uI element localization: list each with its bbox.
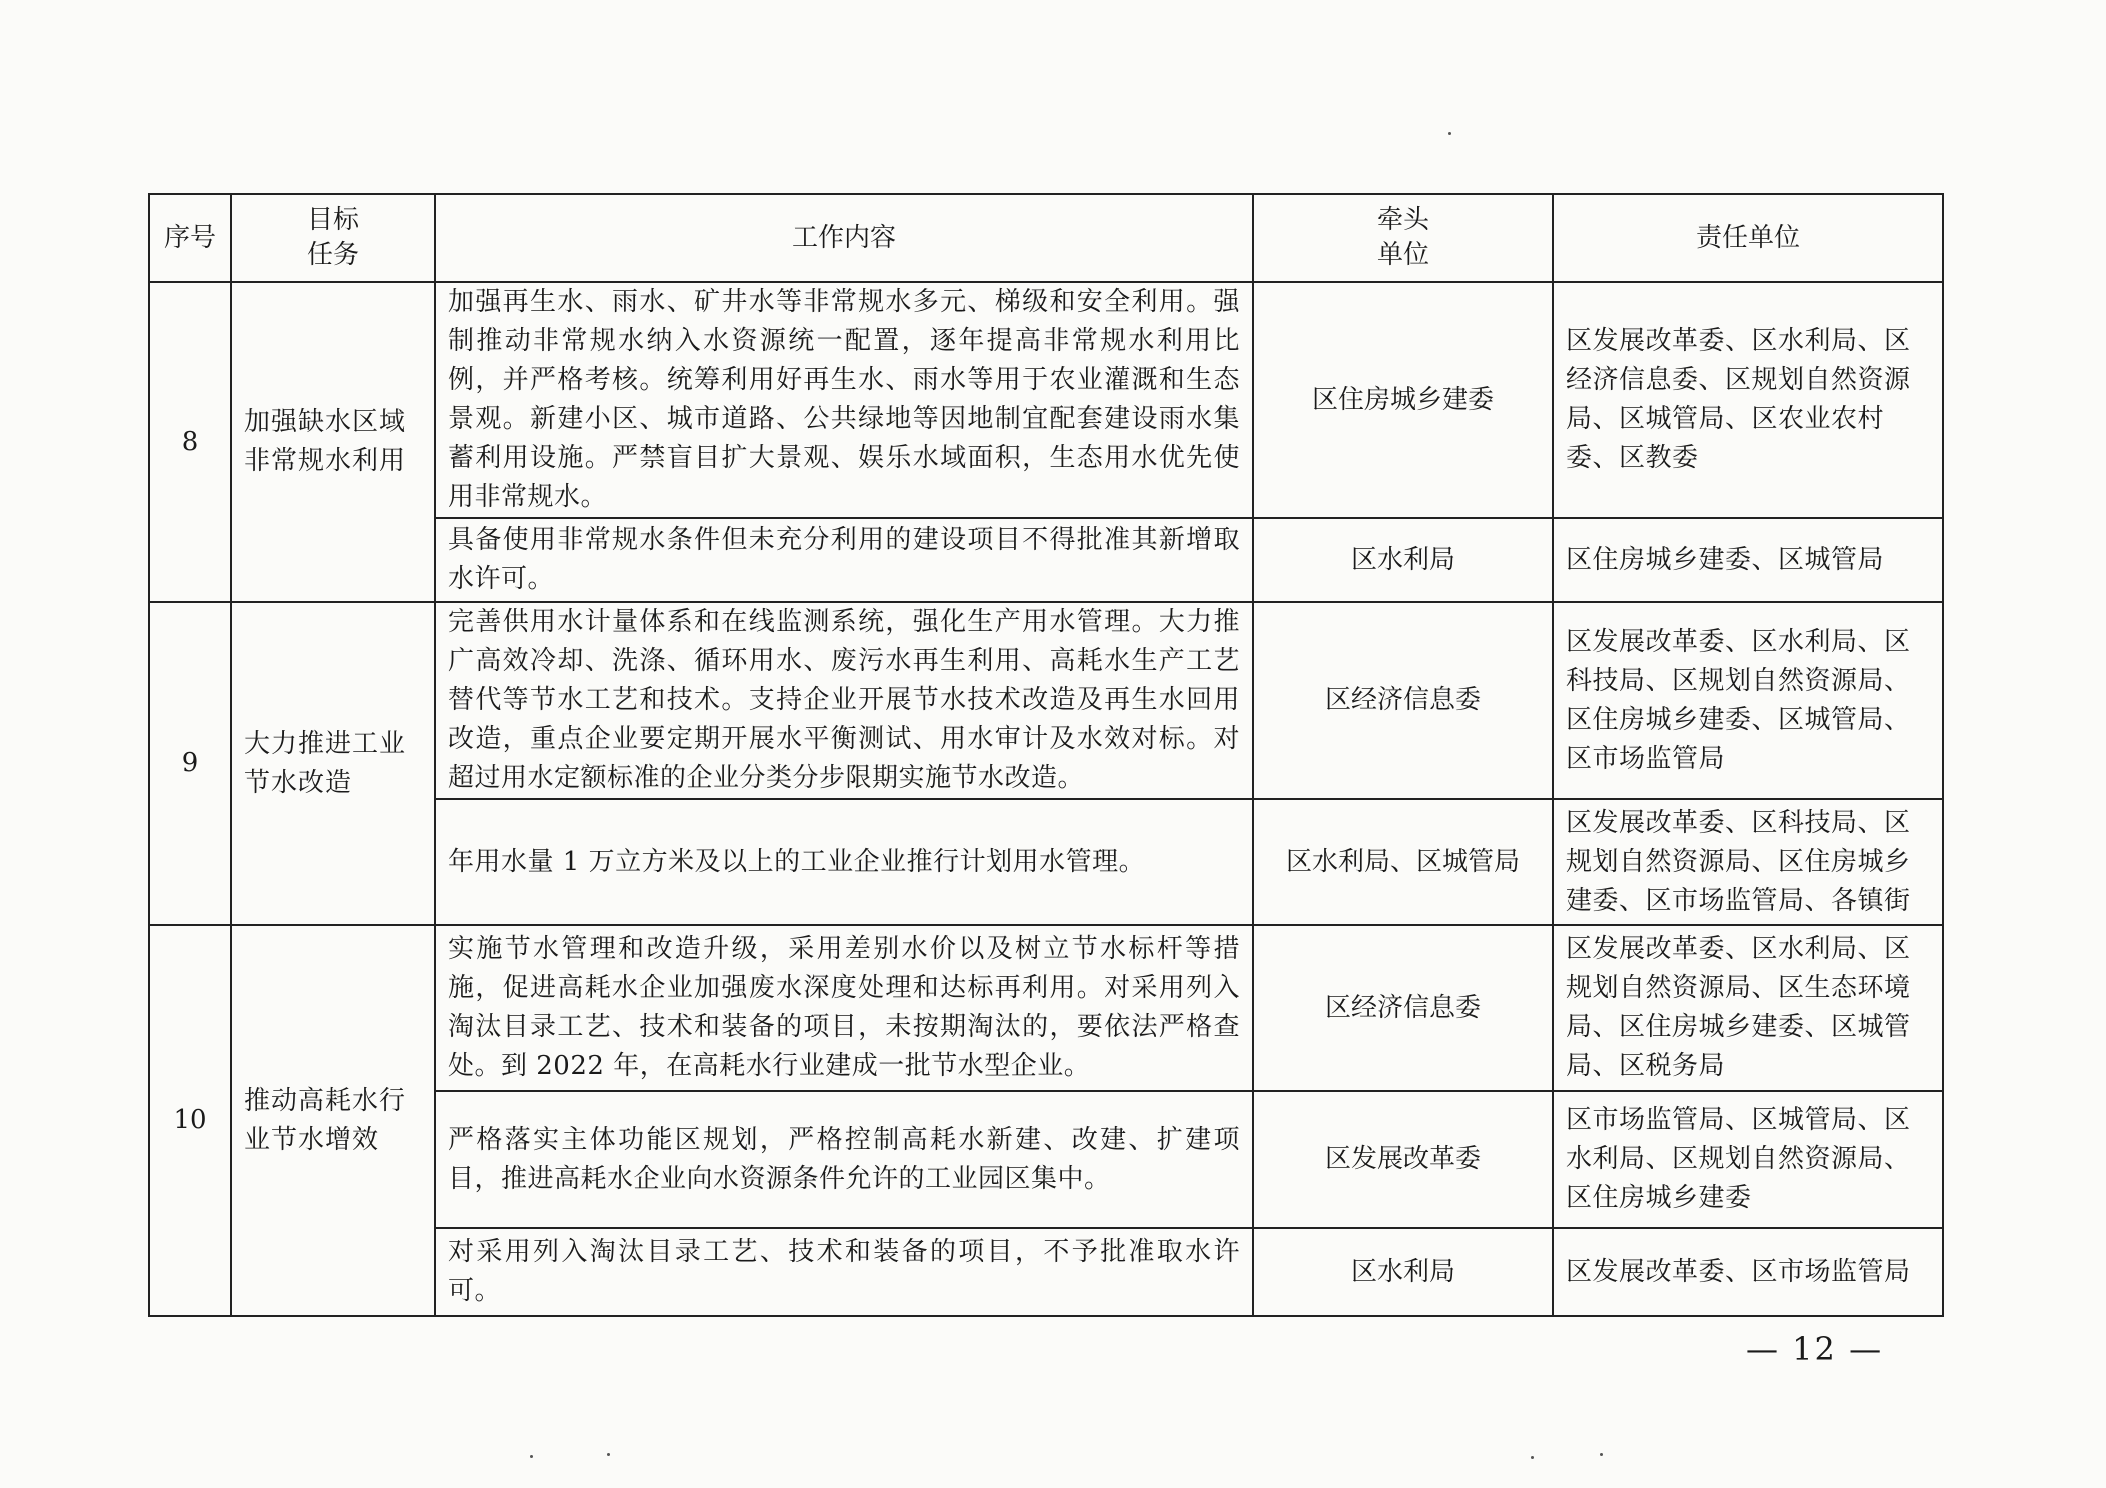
scan-speck (1600, 1453, 1603, 1456)
row-content: 年用水量 1 万立方米及以上的工业企业推行计划用水管理。 (435, 799, 1253, 925)
row-content: 对采用列入淘汰目录工艺、技术和装备的项目，不予批准取水许可。 (435, 1228, 1253, 1316)
scan-speck (1448, 132, 1451, 135)
row-seq: 9 (149, 602, 231, 925)
row-lead: 区住房城乡建委 (1253, 282, 1553, 518)
header-lead: 牵头 单位 (1253, 194, 1553, 282)
row-responsible: 区市场监管局、区城管局、区水利局、区规划自然资源局、区住房城乡建委 (1553, 1091, 1943, 1228)
row-lead: 区经济信息委 (1253, 602, 1553, 799)
header-content: 工作内容 (435, 194, 1253, 282)
row-content: 加强再生水、雨水、矿井水等非常规水多元、梯级和安全利用。强制推动非常规水纳入水资源统一配置，逐年提高非常规水利用比例，并严格考核。统筹利用好再生水、雨水等用于农业灌溉和生态景观。新建小区、城市道路、公共绿地等因地制宜配套建设雨水集蓄利用设施。严禁盲目扩大景观、娱乐水域面积，生态用水优先使用非常规水。 (435, 282, 1253, 518)
row-lead: 区经济信息委 (1253, 925, 1553, 1091)
row-content: 具备使用非常规水条件但未充分利用的建设项目不得批准其新增取水许可。 (435, 518, 1253, 602)
row-lead: 区发展改革委 (1253, 1091, 1553, 1228)
row-goal: 推动高耗水行业节水增效 (231, 925, 435, 1316)
row-responsible: 区发展改革委、区水利局、区科技局、区规划自然资源局、区住房城乡建委、区城管局、区市场监管局 (1553, 602, 1943, 799)
header-seq: 序号 (149, 194, 231, 282)
row-responsible: 区住房城乡建委、区城管局 (1553, 518, 1943, 602)
row-seq: 10 (149, 925, 231, 1316)
row-responsible: 区发展改革委、区水利局、区规划自然资源局、区生态环境局、区住房城乡建委、区城管局、区税务局 (1553, 925, 1943, 1091)
row-lead: 区水利局 (1253, 1228, 1553, 1316)
work-task-table (148, 193, 1944, 1317)
row-goal: 大力推进工业节水改造 (231, 602, 435, 925)
row-content: 严格落实主体功能区规划，严格控制高耗水新建、改建、扩建项目，推进高耗水企业向水资源条件允许的工业园区集中。 (435, 1091, 1253, 1228)
scan-speck (607, 1453, 610, 1456)
row-lead: 区水利局 (1253, 518, 1553, 602)
header-responsible: 责任单位 (1553, 194, 1943, 282)
row-content: 实施节水管理和改造升级，采用差别水价以及树立节水标杆等措施，促进高耗水企业加强废水深度处理和达标再利用。对采用列入淘汰目录工艺、技术和装备的项目，未按期淘汰的，要依法严格查处。到 2022 年，在高耗水行业建成一批节水型企业。 (435, 925, 1253, 1091)
row-seq: 8 (149, 282, 231, 602)
table-row (149, 282, 1943, 518)
row-responsible: 区发展改革委、区市场监管局 (1553, 1228, 1943, 1316)
table-row (149, 925, 1943, 1091)
row-goal: 加强缺水区域非常规水利用 (231, 282, 435, 602)
row-responsible: 区发展改革委、区科技局、区规划自然资源局、区住房城乡建委、区市场监管局、各镇街 (1553, 799, 1943, 925)
row-content: 完善供用水计量体系和在线监测系统，强化生产用水管理。大力推广高效冷却、洗涤、循环用水、废污水再生利用、高耗水生产工艺替代等节水工艺和技术。支持企业开展节水技术改造及再生水回用改造，重点企业要定期开展水平衡测试、用水审计及水效对标。对超过用水定额标准的企业分类分步限期实施节水改造。 (435, 602, 1253, 799)
page-number: — 12 — (1746, 1330, 1884, 1368)
scan-speck (530, 1455, 533, 1458)
row-lead: 区水利局、区城管局 (1253, 799, 1553, 925)
scan-speck (1531, 1456, 1534, 1459)
header-goal: 目标 任务 (231, 194, 435, 282)
table-row (149, 602, 1943, 799)
row-responsible: 区发展改革委、区水利局、区经济信息委、区规划自然资源局、区城管局、区农业农村委、区教委 (1553, 282, 1943, 518)
table-header-row (149, 194, 1943, 282)
